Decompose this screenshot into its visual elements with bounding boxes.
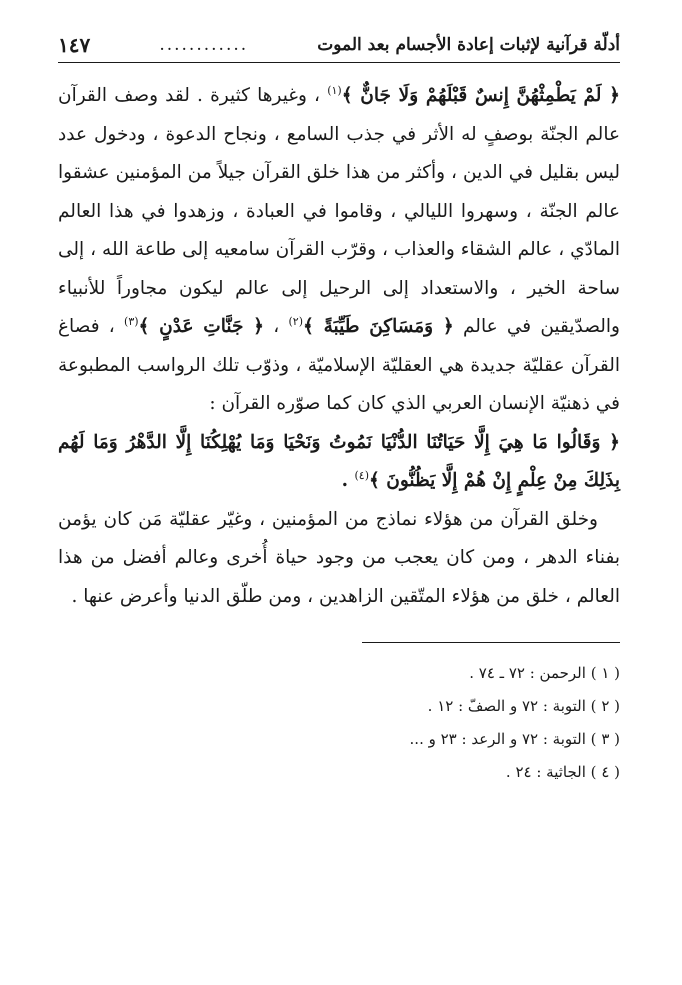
paragraph-2: وخلق القرآن من هؤلاء نماذج من المؤمنين ، وغيّر عقليّة مَن كان يؤمن بفناء الدهر ، ومن كان يعجب من وجود حياة أُخرى وعالم أفضل من هذا العالم ، خلق من هؤلاء المتّقين الزاهدين ، ومن طلّق الدنيا وأعرض عنها . [58, 508, 620, 607]
footnote-marker: (١) [327, 83, 342, 97]
footnote-4: ( ٤ ) الجاثية : ٢٤ . [505, 763, 620, 781]
quran-quote: ﴿ جَنَّاتِ عَدْنٍ ﴾ [138, 316, 265, 337]
footnote-3: ( ٣ ) التوبة : ٧٢ و الرعد : ٢٣ و ... [409, 730, 620, 748]
paragraph-text: ، وغيرها كثيرة . لقد وصف القرآن عالم الجنّة بوصفٍ له الأثر في جذب السامع ، ونجاح الدعوة ، ودخول عدد ليس بقليل في الدين ، وأكثر من هذا خلق القرآن جيلاً من المؤمنين عشقوا عالم الجنّة ، وسهروا الليالي ، وقاموا في العبادة ، وزهدوا في هذا العالم المادّي ، عالم الشقاء والعذاب ، وقرّب القرآن سامعيه إلى طاعة الله ، إلى ساحة الخير ، والاستعداد إلى الرحيل إلى عالم ليكون مجاوراً للأنبياء والصدّيقين في عالم [58, 85, 620, 337]
footnote-1: ( ١ ) الرحمن : ٧٢ ـ ٧٤ . [469, 664, 620, 682]
paragraph-1 [58, 77, 620, 424]
footnote-divider [362, 642, 620, 643]
paragraph-text: ، [264, 316, 289, 337]
quran-quote: ﴿ وَمَسَاكِنَ طَيِّبَةً ﴾ [302, 316, 454, 337]
footnotes [58, 657, 620, 789]
footnote-marker: (٢) [288, 314, 303, 328]
page-header [58, 28, 620, 63]
quran-verse: ﴿ وَقَالُوا مَا هِيَ إِلَّا حَيَاتُنَا الدُّنْيَا نَمُوتُ وَنَحْيَا وَمَا يُهْلِكُنَا إِلَّا الدَّهْرُ وَمَا لَهُم بِذَلِكَ مِنْ عِلْمٍ إِنْ هُمْ إِلَّا يَظُنُّونَ ﴾ [58, 431, 620, 491]
footnote-marker: (٣) [124, 314, 139, 328]
verse-block [58, 424, 620, 501]
running-title: أدلّة قرآنية لإثبات إعادة الأجسام بعد الموت [317, 35, 620, 55]
page-body [58, 77, 620, 616]
footnote-2: ( ٢ ) التوبة : ٧٢ و الصفّ : ١٢ . [427, 697, 620, 715]
verse-tail: . [341, 470, 355, 491]
footnote-marker: (٤) [354, 468, 369, 482]
quran-quote: ﴿ لَمْ يَطْمِثْهُنَّ إِنسٌ قَبْلَهُمْ وَلَا جَانٌّ ﴾ [341, 85, 620, 106]
header-dot-leader: ............ [159, 35, 249, 55]
paragraph-text: ، فصاغ القرآن عقليّة جديدة هي العقليّة الإسلاميّة ، وذوّب تلك الرواسب المطبوعة في ذهنيّة الإنسان العربي الذي كان كما صوّره القرآن : [58, 316, 620, 414]
page-number: ١٤٧ [58, 33, 91, 57]
